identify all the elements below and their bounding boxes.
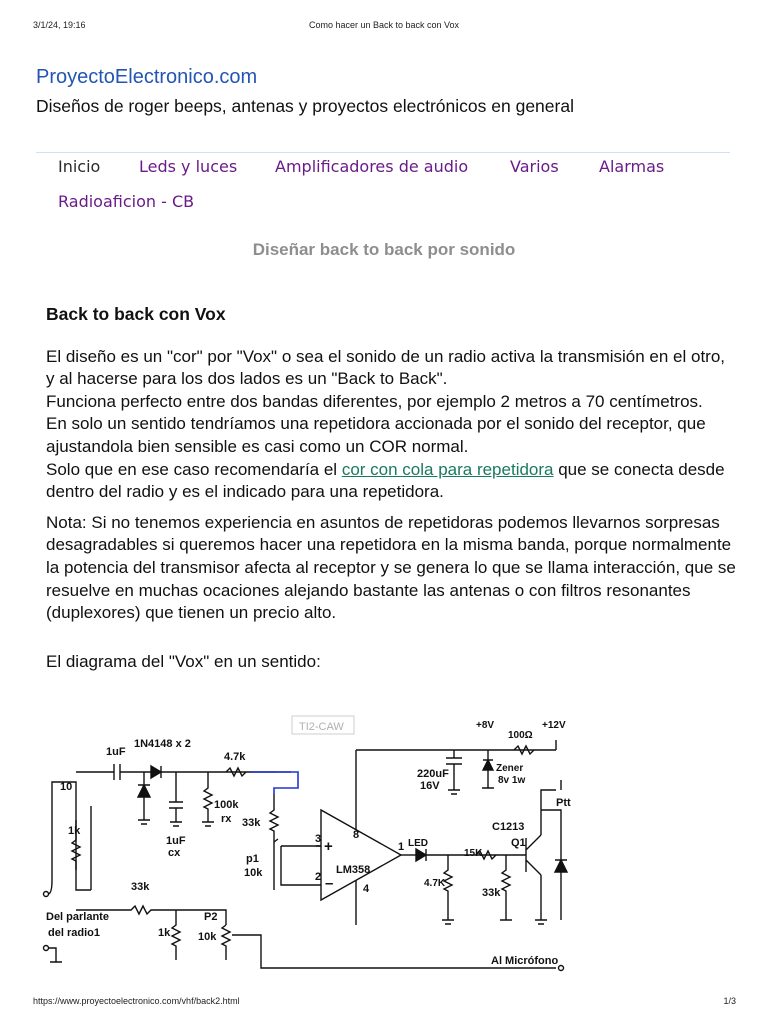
label-r33k-a: 33k (242, 817, 261, 829)
label-minus: – (325, 875, 334, 892)
label-pin8: 8 (353, 829, 360, 841)
label-source-line1: Del parlante (46, 911, 109, 923)
label-zener: Zener (496, 763, 524, 774)
label-opamp: LM358 (336, 864, 371, 876)
page-heading: Diseñar back to back por sonido (252, 240, 516, 259)
print-url: https://www.proyectoelectronico.com/vhf/back2.html (33, 996, 240, 1006)
watermark-text: TI2-CAW (299, 721, 344, 733)
label-r10: 10 (60, 781, 73, 793)
label-c1: 1uF (106, 746, 126, 758)
label-r33k-c: 33k (131, 881, 150, 893)
site-title-link[interactable]: ProyectoElectronico.com (36, 66, 258, 88)
nav-item-alarmas[interactable]: Alarmas (599, 157, 665, 176)
paragraph-line: El diseño es un "cor" por "Vox" o sea el sonido de un radio activa la transmisión en el otro, y al hacerse para los dos lados es un "Back to Back". (46, 346, 726, 389)
paragraph-line: que se conecta desde dentro del radio y es el indicado para una repetidora. (46, 459, 725, 502)
label-r47k: 4.7k (224, 751, 246, 763)
label-r100: 100Ω (508, 730, 533, 741)
label-pin3: 3 (315, 833, 322, 845)
label-r15k: 15K (464, 848, 483, 859)
label-r33k-b: 33k (482, 887, 501, 899)
label-cx: cx (168, 847, 181, 859)
vox-schematic-diagram (36, 710, 596, 980)
label-transistor: C1213 (492, 821, 525, 833)
label-p1: p1 (246, 853, 259, 865)
label-plus: + (324, 838, 333, 855)
label-v12: +12V (542, 720, 566, 731)
label-diodes: 1N4148 x 2 (134, 738, 191, 750)
label-v8: +8V (476, 720, 495, 731)
cor-repetidora-link[interactable]: cor con cola para repetidora (341, 459, 554, 479)
schematic-labels (46, 720, 571, 967)
paragraph-line: Funciona perfecto entre dos bandas diferentes, por ejemplo 2 metros a 70 centímetros. (46, 391, 703, 411)
label-q1: Q1 (511, 837, 526, 849)
print-title: Como hacer un Back to back con Vox (308, 20, 460, 30)
paragraph-line: En solo un sentido tendríamos una repetidora accionada por el sonido del receptor, que ajustandola bien sensible es casi como un COR normal. (46, 414, 706, 456)
print-page-number: 1/3 (723, 996, 736, 1006)
label-cx-value: 1uF (166, 835, 186, 847)
label-zener-value: 8v 1w (498, 775, 526, 786)
article-heading: Back to back con Vox (46, 304, 226, 324)
label-pin1: 1 (398, 841, 405, 853)
nav-item-amplificadores[interactable]: Amplificadores de audio (275, 157, 469, 176)
label-source-line2: del radio1 (48, 927, 100, 939)
label-led: LED (408, 838, 428, 849)
print-footer (0, 984, 768, 1024)
print-date: 3/1/24, 19:16 (33, 20, 86, 30)
nav-item-inicio[interactable]: Inicio (58, 157, 101, 176)
label-rx: rx (221, 813, 232, 825)
label-mic: Al Micrófono (491, 955, 559, 967)
article (46, 303, 736, 673)
nav-divider (36, 152, 730, 153)
label-p1-value: 10k (244, 867, 263, 879)
nav-item-leds[interactable]: Leds y luces (139, 157, 238, 176)
note-paragraph: Nota: Si no tenemos experiencia en asuntos de repetidoras podemos llevarnos sorpresas desagradables si queremos hacer una repetidora en la misma banda, porque normalmente la potencia del transmisor afecta al receptor y se genera lo que se llama interacción, que se resuelve en muchas ocaciones alejando bastante las antenas o con filtros resonantes (duplexores) que tienen un precio alto. (46, 512, 736, 623)
article-paragraph (46, 346, 736, 504)
paragraph-line: Solo que en ese caso recomendaría el (46, 459, 342, 479)
label-pin4: 4 (363, 883, 370, 895)
print-header (0, 0, 768, 40)
site-tagline: Diseños de roger beeps, antenas y proyectos electrónicos en general (36, 96, 574, 116)
label-r47k-b: 4.7K (424, 878, 446, 889)
label-r1k-b: 1k (158, 927, 171, 939)
nav-item-varios[interactable]: Varios (510, 157, 559, 176)
label-ptt: Ptt (556, 797, 571, 809)
highlight-wire (251, 772, 298, 794)
label-p2: P2 (204, 911, 218, 923)
label-r1k-a: 1k (68, 825, 81, 837)
diagram-caption: El diagrama del "Vox" en un sentido: (46, 651, 321, 671)
nav-item-radioaficion[interactable]: Radioaficion - CB (58, 192, 195, 211)
label-p2-value: 10k (198, 931, 217, 943)
label-r100k: 100k (214, 799, 239, 811)
label-pin2: 2 (315, 871, 322, 883)
label-c220: 220uF (417, 768, 449, 780)
label-c220-voltage: 16V (420, 780, 440, 792)
